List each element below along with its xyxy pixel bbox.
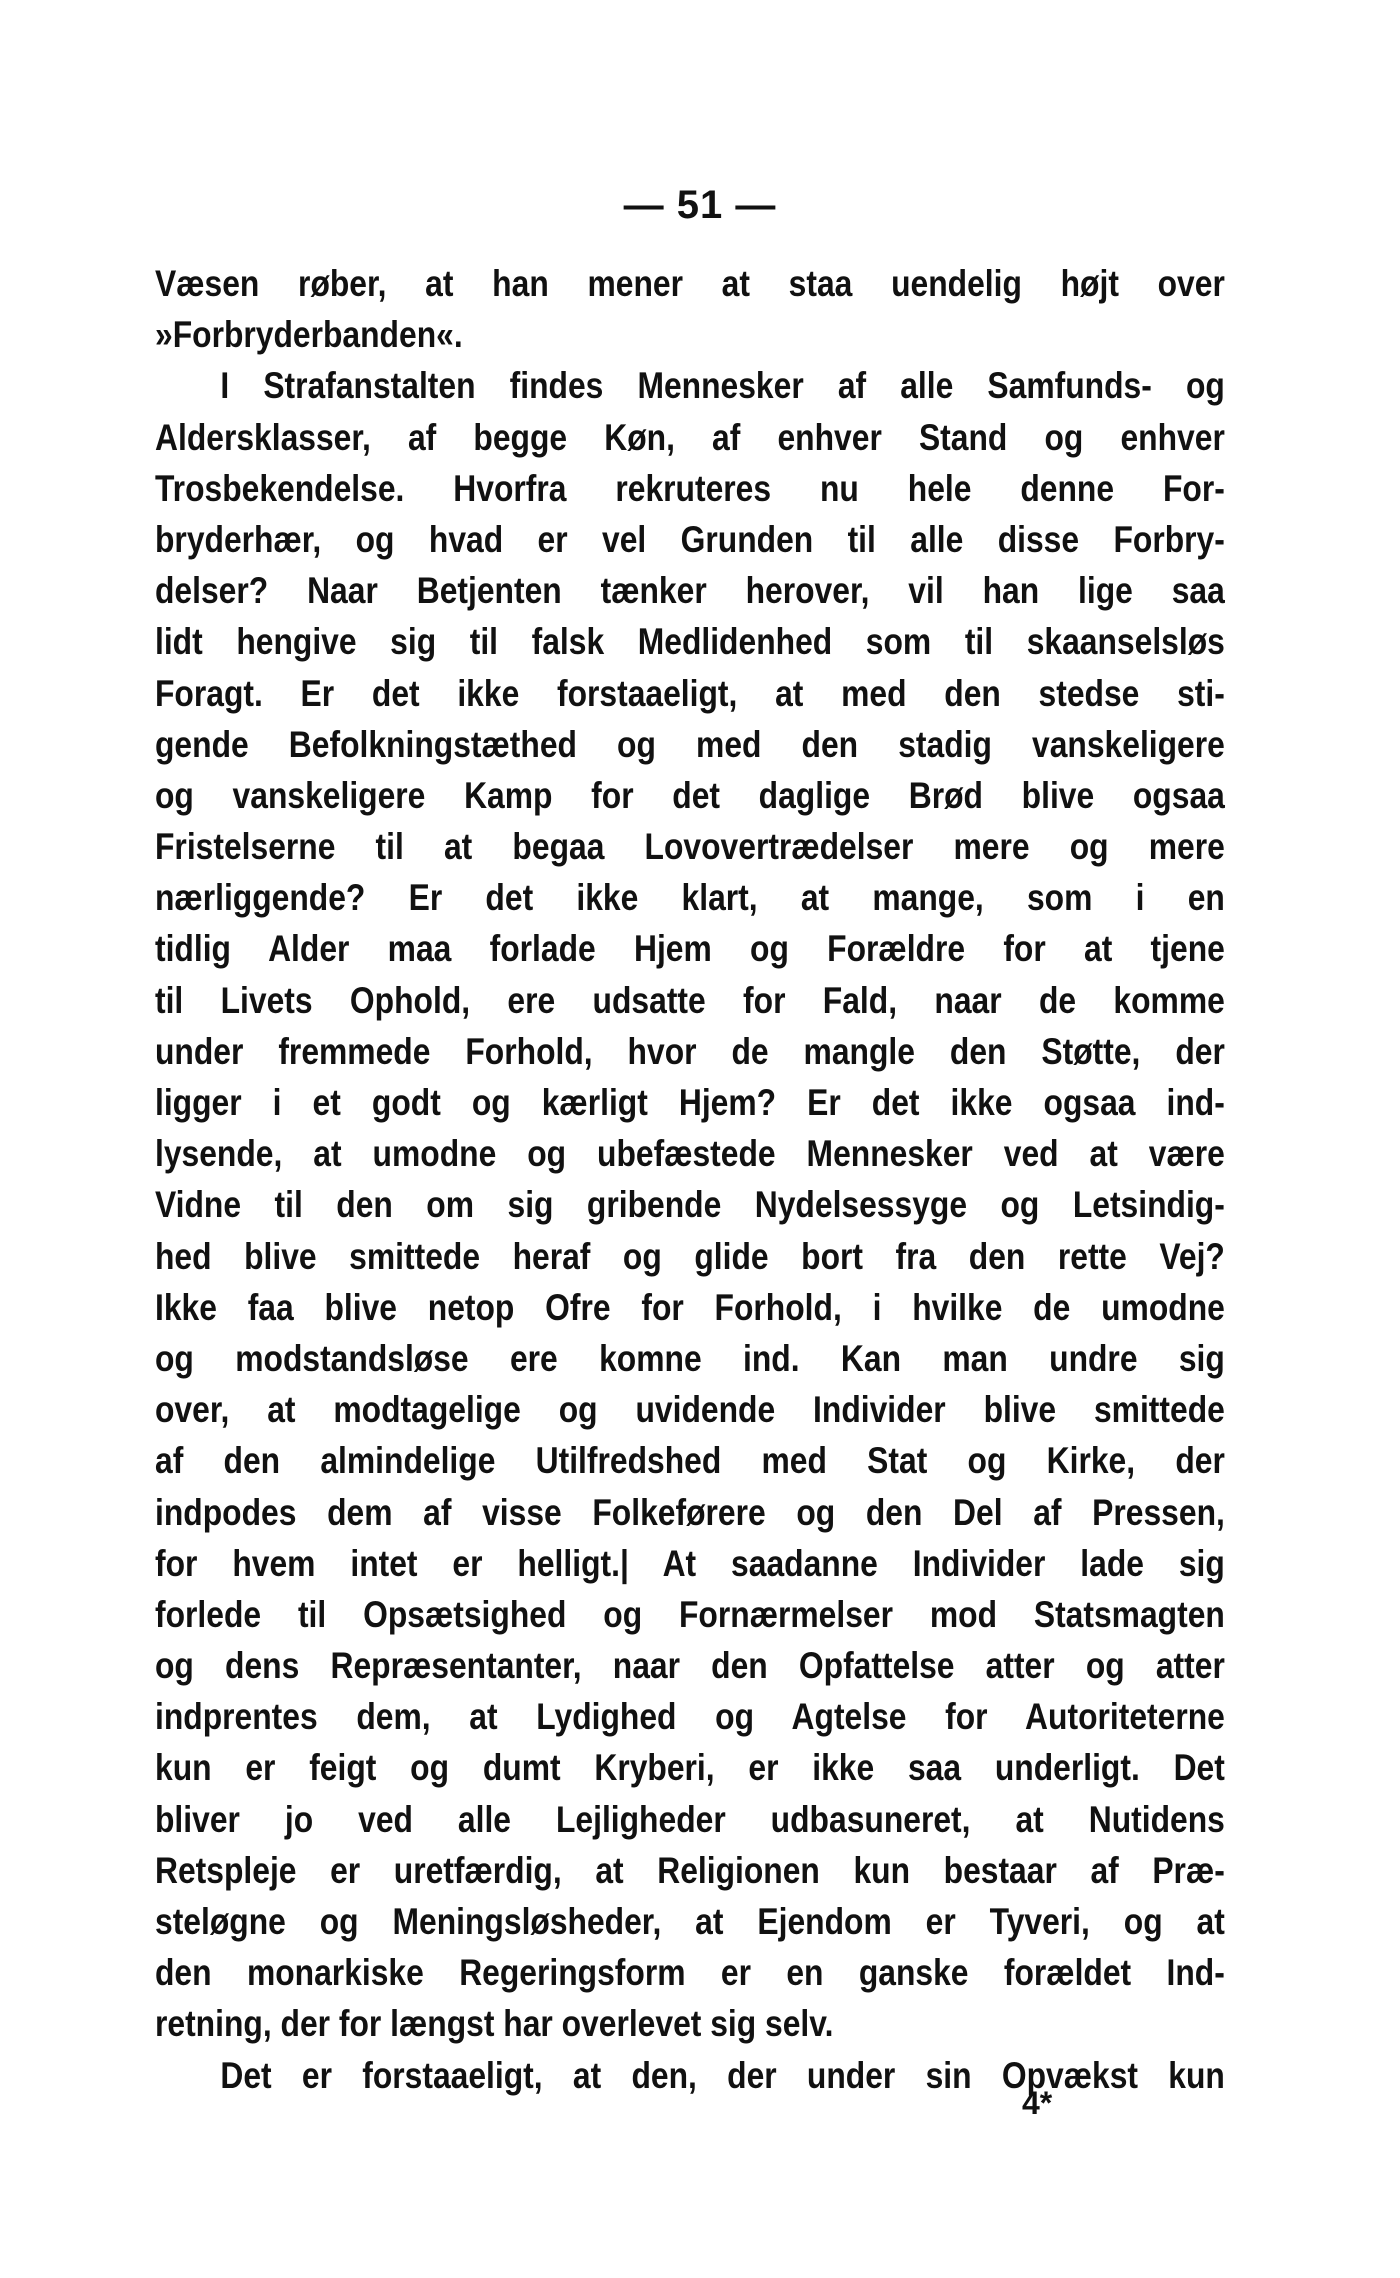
- text-line: Fristelserne til at begaa Lovovertrædelser mere og mere: [155, 826, 1225, 868]
- text-line: Ikke faa blive netop Ofre for Forhold, i hvilke de umodne: [155, 1286, 1225, 1328]
- text-line: retning, der for længst har overlevet sig selv.: [155, 2003, 834, 2045]
- text-line: tidlig Alder maa forlade Hjem og Forældre for at tjene: [155, 928, 1225, 970]
- text-line: delser? Naar Betjenten tænker herover, vil han lige saa: [155, 570, 1225, 612]
- text-line: forlede til Opsætsighed og Fornærmelser mod Statsmagten: [155, 1593, 1225, 1635]
- text-line: gende Befolkningstæthed og med den stadig vanskeligere: [155, 723, 1225, 765]
- text-line: og vanskeligere Kamp for det daglige Brød blive ogsaa: [155, 774, 1225, 816]
- text-line: steløgne og Meningsløsheder, at Ejendom er Tyveri, og at: [155, 1901, 1225, 1942]
- text-line: Trosbekendelse. Hvorfra rekruteres nu hele denne For-: [155, 467, 1225, 509]
- text-line: Retspleje er uretfærdig, at Religionen kun bestaar af Præ-: [155, 1849, 1225, 1891]
- text-line: og dens Repræsentanter, naar den Opfattelse atter og atter: [155, 1645, 1225, 1687]
- text-line: lysende, at umodne og ubefæstede Mennesker ved at være: [155, 1133, 1225, 1175]
- text-line: den monarkiske Regeringsform er en ganske forældet Ind-: [155, 1952, 1225, 1994]
- text-line: nærliggende? Er det ikke klart, at mange, som i en: [155, 877, 1225, 919]
- page-number: — 51 —: [623, 183, 777, 227]
- text-line: indpodes dem af visse Folkeførere og den Del af Pressen,: [155, 1491, 1225, 1533]
- text-line: ligger i et godt og kærligt Hjem? Er det ikke ogsaa ind-: [155, 1082, 1225, 1123]
- text-line: lidt hengive sig til falsk Medlidenhed som til skaanselsløs: [155, 621, 1225, 663]
- signature-mark: 4*: [1022, 2085, 1053, 2121]
- text-line: til Livets Ophold, ere udsatte for Fald, naar de komme: [155, 979, 1225, 1021]
- text-line: bryderhær, og hvad er vel Grunden til alle disse Forbry-: [155, 518, 1225, 560]
- text-line: Vidne til den om sig gribende Nydelsessyge og Letsindig-: [155, 1184, 1225, 1226]
- text-line: I Strafanstalten findes Mennesker af alle Samfunds- og: [220, 365, 1225, 407]
- text-line: Aldersklasser, af begge Køn, af enhver Stand og enhver: [155, 416, 1225, 458]
- text-line: over, at modtagelige og uvidende Individer blive smittede: [155, 1389, 1225, 1431]
- text-line: indprentes dem, at Lydighed og Agtelse for Autoriteterne: [155, 1696, 1225, 1738]
- body-text: [155, 258, 1225, 2101]
- text-line: Væsen røber, at han mener at staa uendelig højt over: [155, 263, 1225, 304]
- text-line: for hvem intet er helligt.| At saadanne Individer lade sig: [155, 1542, 1225, 1584]
- text-line: under fremmede Forhold, hvor de mangle den Støtte, der: [155, 1030, 1225, 1072]
- text-line: kun er feigt og dumt Kryberi, er ikke saa underligt. Det: [155, 1747, 1225, 1789]
- text-line: Foragt. Er det ikke forstaaeligt, at med den stedse sti-: [155, 672, 1225, 714]
- text-line: hed blive smittede heraf og glide bort fra den rette Vej?: [155, 1235, 1225, 1277]
- text-line: »Forbryderbanden«.: [155, 314, 463, 356]
- text-line: bliver jo ved alle Lejligheder udbasuneret, at Nutidens: [155, 1798, 1225, 1840]
- text-line: Det er forstaaeligt, at den, der under sin Opvækst kun: [220, 2054, 1225, 2096]
- text-line: af den almindelige Utilfredshed med Stat og Kirke, der: [155, 1440, 1225, 1482]
- text-line: og modstandsløse ere komne ind. Kan man undre sig: [155, 1337, 1225, 1379]
